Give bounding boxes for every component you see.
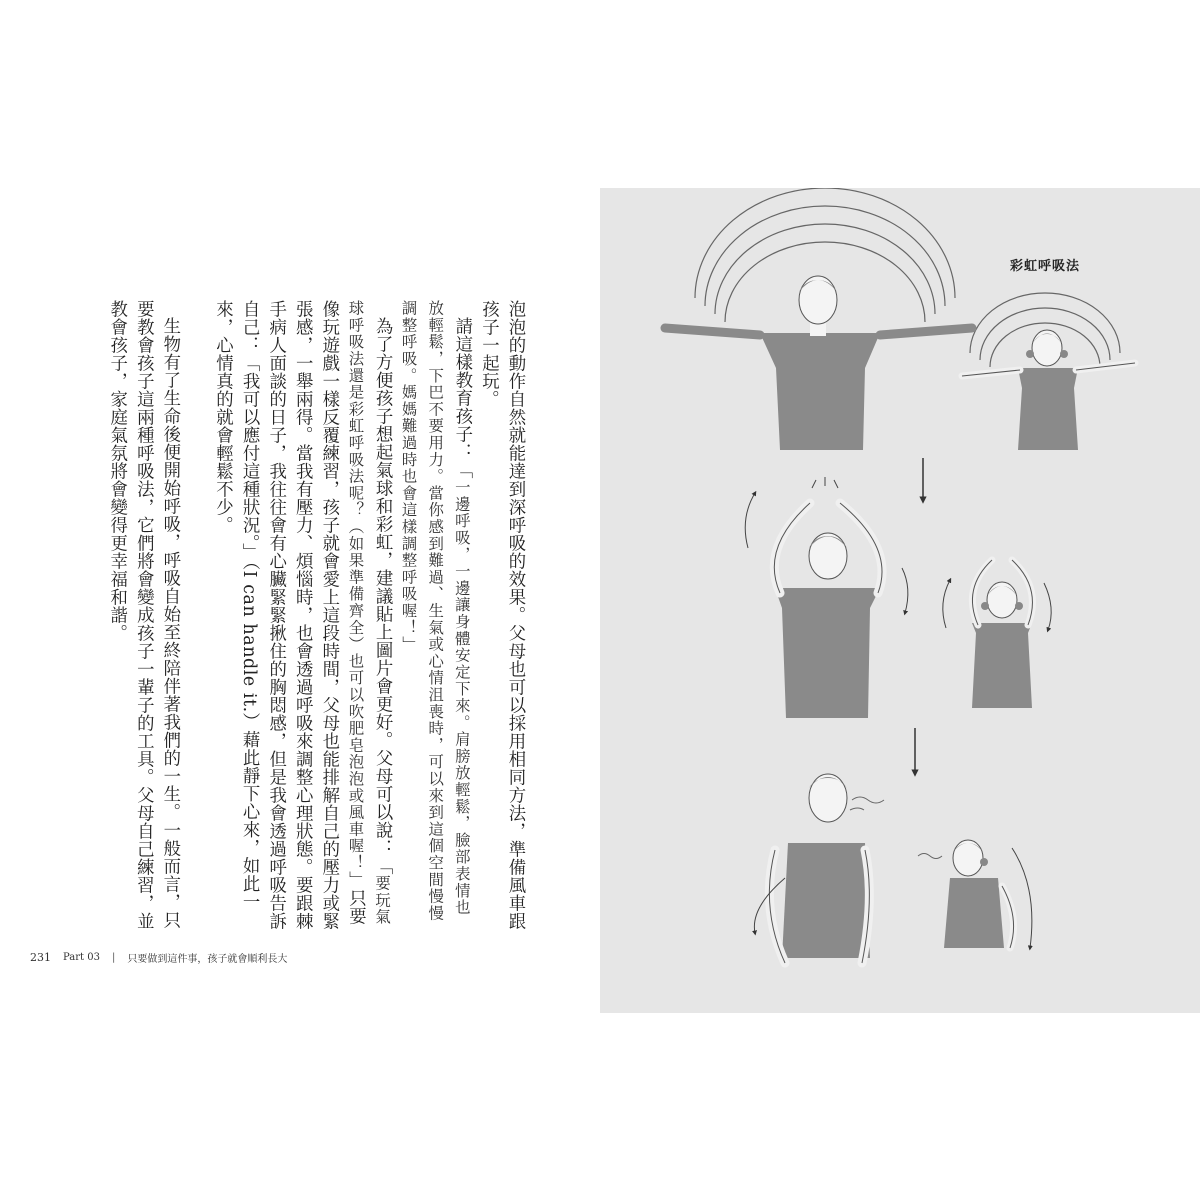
paragraph-2 bbox=[395, 300, 475, 932]
paragraph-4: 生物有了生命後便開始呼吸，呼吸自始至終陪伴著我們的一生。一般而言，只要教會孩子這兩種呼吸法，它們將會變成孩子一輩子的工具。父母自己練習，並教會孩子，家庭氣氛將會變得更幸福和諧。 bbox=[106, 300, 180, 930]
child-figure-exhale bbox=[918, 840, 1032, 948]
child-figure-arms-up bbox=[943, 560, 1051, 708]
paragraph-3-b: 」只要像玩遊戲一樣反覆練習，孩子就會愛上這段時間，父母也能排解自己的壓力或緊張感，一舉兩得。當我有壓力、煩惱時，也會透過呼吸來調整心理狀態。要跟棘手病人面談的日子，我往往會有心臟緊緊揪住的胸悶感，但是我會透過呼吸告訴自己：「我可以應付這種狀況。」（I can handle it.）藉此靜下心來，如此一來，心情真的就會輕鬆不少。 bbox=[212, 300, 366, 930]
part-label: Part 03 bbox=[63, 952, 100, 963]
adult-figure-exhale bbox=[754, 774, 884, 963]
paragraph-2-lead: 請這樣教育孩子：「 bbox=[451, 317, 472, 480]
child-figure-arms-out bbox=[962, 330, 1135, 450]
chapter-title: 只要做到這件事，孩子就會順利長大 bbox=[127, 954, 288, 965]
footer-separator: | bbox=[111, 952, 116, 963]
adult-figure-arms-out bbox=[665, 276, 972, 450]
paragraph-3-quote: 要玩氣球呼吸法還是彩虹呼吸法呢？（如果準備齊全）也可以吹肥皂泡泡或風車喔！ bbox=[346, 300, 392, 926]
page-number: 231 bbox=[30, 951, 51, 964]
paragraph-3 bbox=[209, 300, 395, 932]
paragraph-1: 泡泡的動作自然就能達到深呼吸的效果。父母也可以採用相同方法，準備風車跟孩子一起玩。 bbox=[478, 300, 525, 930]
paragraph-2-end: 」 bbox=[398, 636, 419, 654]
paragraph-3-a: 為了方便孩子想起氣球和彩虹，建議貼上圖片會更好。父母可以說：「 bbox=[372, 317, 393, 876]
illustration-title: 彩虹呼吸法 bbox=[1010, 259, 1081, 274]
page-footer bbox=[30, 950, 287, 965]
paragraph-2-quote: 一邊呼吸，一邊讓身體安定下來。肩膀放輕鬆，臉部表情也放輕鬆，下巴不要用力。當你感到難過、生氣或心情沮喪時，可以來到這個空間慢慢調整呼吸。媽媽難過時也會這樣調整呼吸喔！ bbox=[399, 300, 471, 922]
rainbow-breathing-illustration bbox=[600, 188, 1200, 1013]
adult-figure-arms-up bbox=[745, 477, 908, 718]
body-text bbox=[108, 300, 528, 932]
illustration-panel bbox=[600, 188, 1200, 1013]
